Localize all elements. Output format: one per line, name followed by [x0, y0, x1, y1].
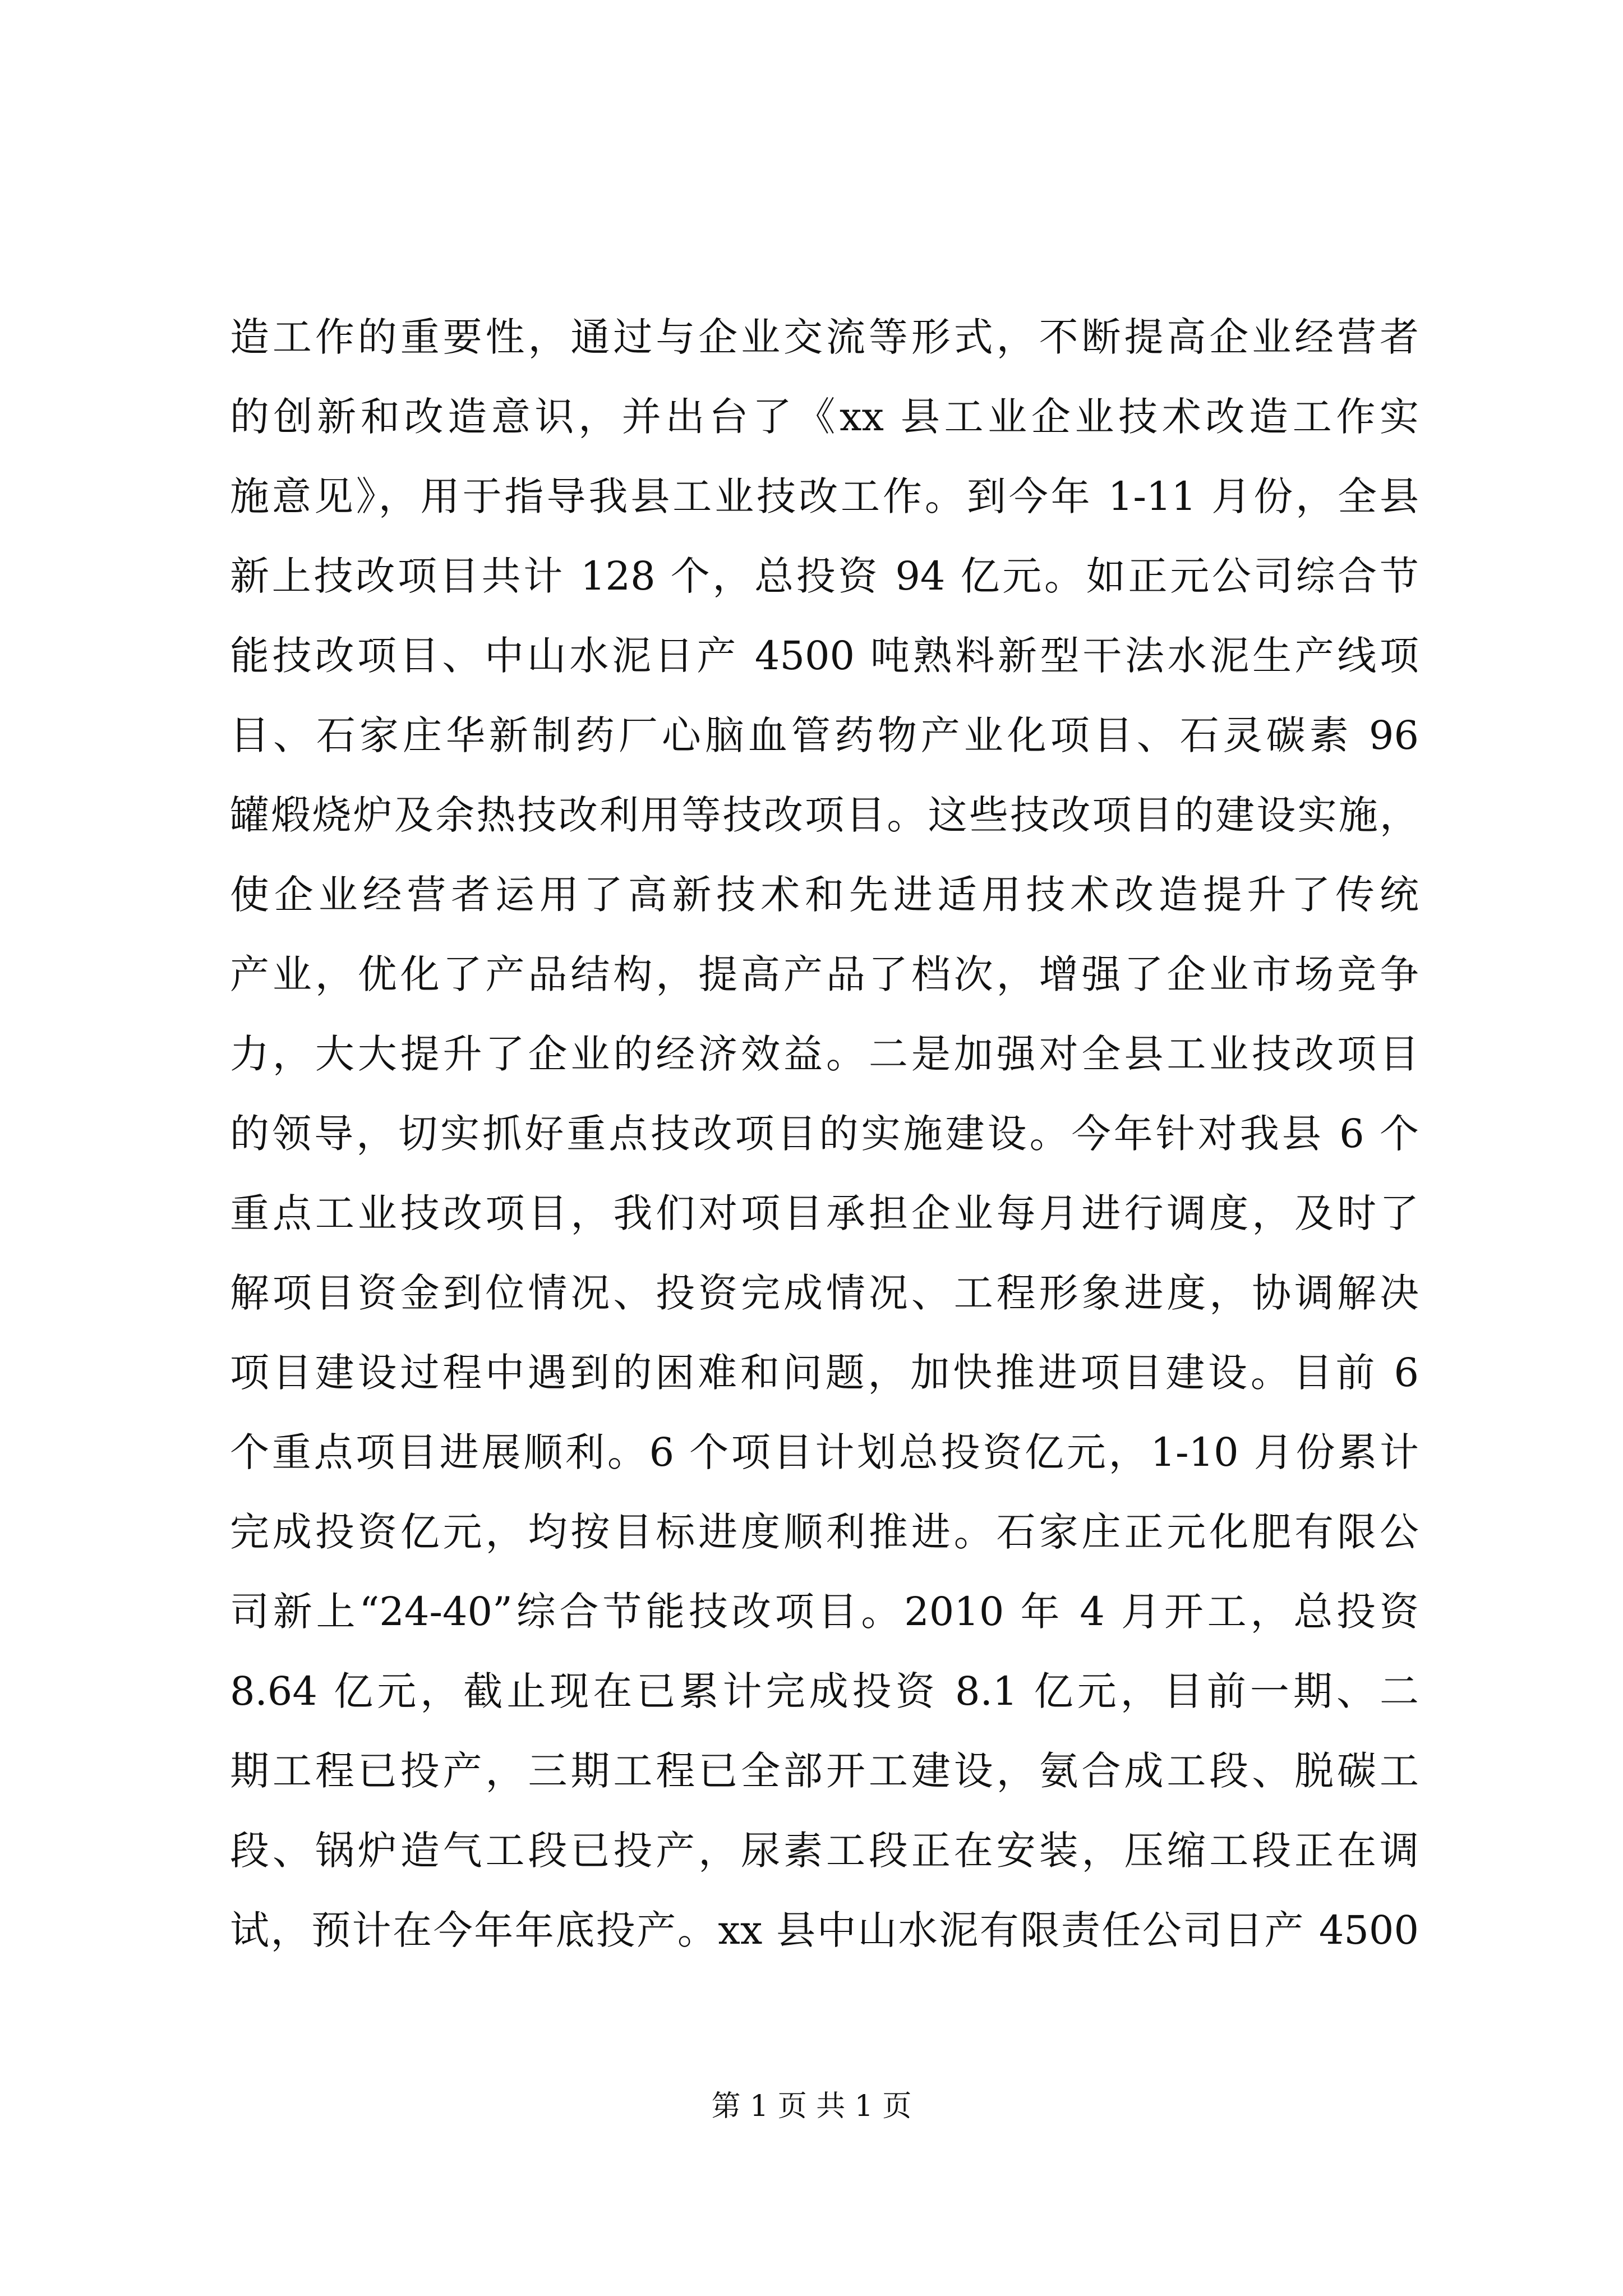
text-line: 司新上“24-40”综合节能技改项目。2010 年 4 月开工，总投资 — [230, 1589, 1419, 1635]
text-line: 8.64 亿元，截止现在已累计完成投资 8.1 亿元，目前一期、二 — [230, 1668, 1419, 1714]
body-paragraph — [230, 297, 1419, 1970]
text-line: 新上技改项目共计 128 个，总投资 94 亿元。如正元公司综合节 — [230, 553, 1419, 599]
text-line: 项目建设过程中遇到的困难和问题，加快推进项目建设。目前 6 — [230, 1350, 1419, 1396]
text-line: 目、石家庄华新制药厂心脑血管药物产业化项目、石灵碳素 96 — [230, 712, 1419, 758]
text-line: 力，大大提升了企业的经济效益。二是加强对全县工业技改项目 — [230, 1031, 1419, 1077]
text-line: 能技改项目、中山水泥日产 4500 吨熟料新型干法水泥生产线项 — [230, 633, 1419, 679]
text-line: 期工程已投产，三期工程已全部开工建设，氨合成工段、脱碳工 — [230, 1748, 1419, 1794]
text-line: 试，预计在今年年底投产。xx 县中山水泥有限责任公司日产 4500 — [230, 1907, 1419, 1953]
text-line: 段、锅炉造气工段已投产，尿素工段正在安装，压缩工段正在调 — [230, 1828, 1419, 1874]
text-line: 罐煅烧炉及余热技改利用等技改项目。这些技改项目的建设实施， — [230, 792, 1419, 838]
page-footer: 第 1 页 共 1 页 — [711, 2090, 912, 2123]
text-line: 解项目资金到位情况、投资完成情况、工程形象进度，协调解决 — [230, 1270, 1419, 1316]
text-line: 使企业经营者运用了高新技术和先进适用技术改造提升了传统 — [230, 872, 1419, 918]
text-line: 施意见》，用于指导我县工业技改工作。到今年 1-11 月份，全县 — [230, 473, 1419, 519]
text-line: 的创新和改造意识，并出台了《xx 县工业企业技术改造工作实 — [230, 394, 1419, 440]
text-line: 个重点项目进展顺利。6 个项目计划总投资亿元，1-10 月份累计 — [230, 1429, 1419, 1475]
text-line: 产业，优化了产品结构，提高产品了档次，增强了企业市场竞争 — [230, 951, 1419, 997]
text-line: 重点工业技改项目，我们对项目承担企业每月进行调度，及时了 — [230, 1190, 1419, 1236]
text-line: 完成投资亿元，均按目标进度顺利推进。石家庄正元化肥有限公 — [230, 1509, 1419, 1555]
text-line: 造工作的重要性，通过与企业交流等形式，不断提高企业经营者 — [230, 314, 1419, 360]
text-line: 的领导，切实抓好重点技改项目的实施建设。今年针对我县 6 个 — [230, 1111, 1419, 1157]
